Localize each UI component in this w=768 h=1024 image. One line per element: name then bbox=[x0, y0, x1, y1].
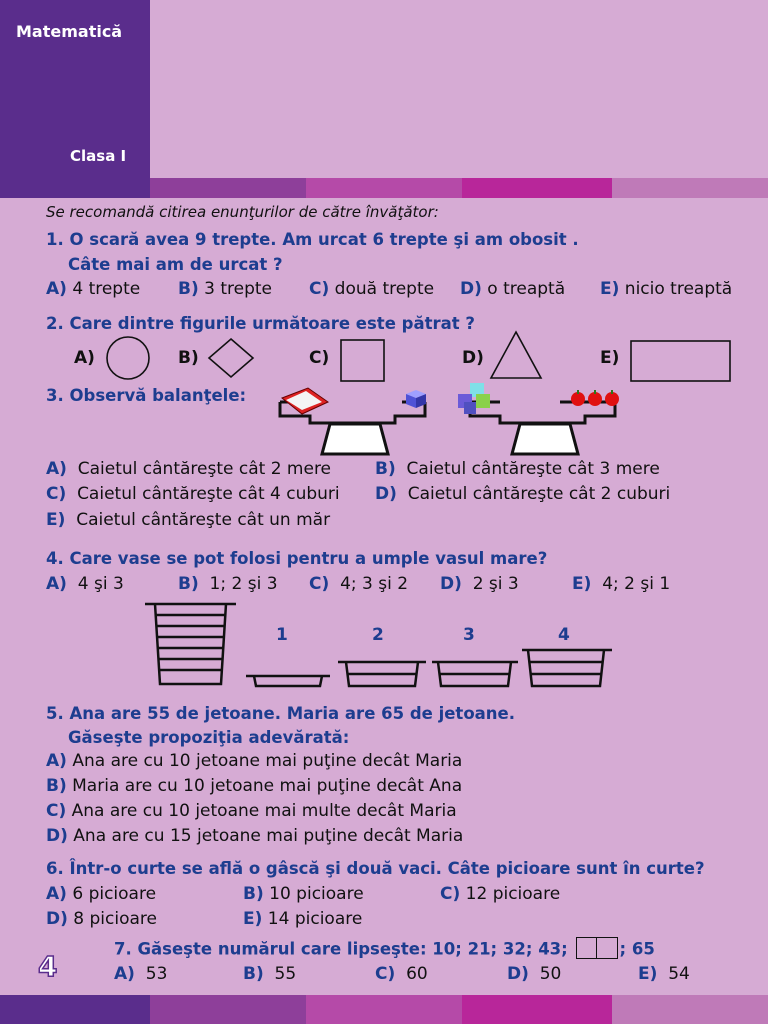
q1-option-b[interactable]: B) 3 trepte bbox=[178, 279, 273, 299]
top-stripe bbox=[0, 178, 768, 198]
q2-option-a-label[interactable]: A) bbox=[74, 348, 95, 368]
cube-icon bbox=[406, 390, 426, 408]
q1-option-c[interactable]: C) două trepte bbox=[309, 279, 435, 299]
diamond-shape bbox=[209, 339, 253, 377]
q1-text: 1. O scară avea 9 trepte. Am urcat 6 trepte şi am obosit . bbox=[46, 230, 579, 249]
q2-text: 2. Care dintre figurile următoare este pătrat ? bbox=[46, 314, 475, 333]
q6-option-c[interactable]: C) 12 picioare bbox=[440, 884, 561, 904]
cubes-icon bbox=[458, 383, 490, 414]
q3-option-e[interactable]: E) Caietul cântăreşte cât un măr bbox=[46, 510, 331, 530]
q4-option-c[interactable]: C) 4; 3 şi 2 bbox=[309, 574, 409, 594]
apples-icon bbox=[571, 390, 619, 406]
vessel-4-label: 4 bbox=[558, 625, 570, 645]
vessel-4 bbox=[522, 650, 612, 686]
q7-option-e[interactable]: E) 54 bbox=[638, 964, 690, 984]
q1-option-e[interactable]: E) nicio treaptă bbox=[600, 279, 733, 299]
q5-option-d[interactable]: D) Ana are cu 15 jetoane mai puţine decât Maria bbox=[46, 826, 464, 846]
rectangle-shape bbox=[631, 341, 730, 381]
q6-option-e[interactable]: E) 14 picioare bbox=[243, 909, 363, 929]
vessel-3 bbox=[432, 662, 518, 686]
q1-option-a[interactable]: A) 4 trepte bbox=[46, 279, 141, 299]
answer-box[interactable] bbox=[576, 937, 618, 959]
q5-option-c[interactable]: C) Ana are cu 10 jetoane mai multe decât Maria bbox=[46, 801, 457, 821]
q4-option-d[interactable]: D) 2 şi 3 bbox=[440, 574, 519, 594]
q5-text: 5. Ana are 55 de jetoane. Maria are 65 de jetoane. bbox=[46, 704, 515, 723]
vessel-2 bbox=[338, 662, 426, 686]
q7-text: 7. Găseşte numărul care lipseşte: 10; 21; 32; 43; ; 65 bbox=[114, 939, 655, 961]
triangle-shape bbox=[491, 332, 541, 378]
q5-option-b[interactable]: B) Maria are cu 10 jetoane mai puţine decât Ana bbox=[46, 776, 463, 796]
vessel-2-label: 2 bbox=[372, 625, 384, 645]
notebook-icon bbox=[282, 388, 328, 414]
q2-option-d-label[interactable]: D) bbox=[462, 348, 484, 368]
q7-option-c[interactable]: C) 60 bbox=[375, 964, 428, 984]
q3-text: 3. Observă balanţele: bbox=[46, 386, 247, 405]
grade-label: Clasa I bbox=[70, 147, 127, 165]
q3-option-d[interactable]: D) Caietul cântăreşte cât 2 cuburi bbox=[375, 484, 671, 504]
q1-option-d[interactable]: D) o treaptă bbox=[460, 279, 566, 299]
q6-option-a[interactable]: A) 6 picioare bbox=[46, 884, 157, 904]
vessel-1-label: 1 bbox=[276, 625, 288, 645]
q6-option-b[interactable]: B) 10 picioare bbox=[243, 884, 364, 904]
q6-text: 6. Într-o curte se află o gâscă şi două vaci. Câte picioare sunt în curte? bbox=[46, 859, 705, 878]
q3-option-a[interactable]: A) Caietul cântăreşte cât 2 mere bbox=[46, 459, 332, 479]
q6-option-d[interactable]: D) 8 picioare bbox=[46, 909, 157, 929]
q4-option-b[interactable]: B) 1; 2 şi 3 bbox=[178, 574, 278, 594]
balances-illustration bbox=[270, 380, 630, 460]
q2-option-c-label[interactable]: C) bbox=[309, 348, 330, 368]
q7-option-b[interactable]: B) 55 bbox=[243, 964, 297, 984]
q4-text: 4. Care vase se pot folosi pentru a umple vasul mare? bbox=[46, 549, 548, 568]
page-number: 4 bbox=[38, 950, 58, 983]
subject-title: Matematică bbox=[16, 22, 123, 41]
q7-option-d[interactable]: D) 50 bbox=[507, 964, 562, 984]
q1-text-2: Câte mai am de urcat ? bbox=[68, 255, 283, 274]
vessel-3-label: 3 bbox=[463, 625, 475, 645]
intro-note: Se recomandă citirea enunţurilor de către învăţător: bbox=[46, 203, 439, 221]
q4-option-a[interactable]: A) 4 şi 3 bbox=[46, 574, 124, 594]
q5-text-2: Găseşte propoziţia adevărată: bbox=[68, 728, 350, 747]
q5-option-a[interactable]: A) Ana are cu 10 jetoane mai puţine decât Maria bbox=[46, 751, 463, 771]
q3-option-c[interactable]: C) Caietul cântăreşte cât 4 cuburi bbox=[46, 484, 340, 504]
circle-shape bbox=[107, 337, 149, 379]
vessel-1 bbox=[246, 676, 330, 686]
square-shape bbox=[341, 340, 384, 381]
bottom-stripe bbox=[0, 995, 768, 1024]
q4-option-e[interactable]: E) 4; 2 şi 1 bbox=[572, 574, 671, 594]
q7-option-a[interactable]: A) 53 bbox=[114, 964, 168, 984]
q2-option-e-label[interactable]: E) bbox=[600, 348, 620, 368]
q2-option-b-label[interactable]: B) bbox=[178, 348, 199, 368]
q3-option-b[interactable]: B) Caietul cântăreşte cât 3 mere bbox=[375, 459, 660, 479]
big-vessel bbox=[145, 604, 236, 684]
